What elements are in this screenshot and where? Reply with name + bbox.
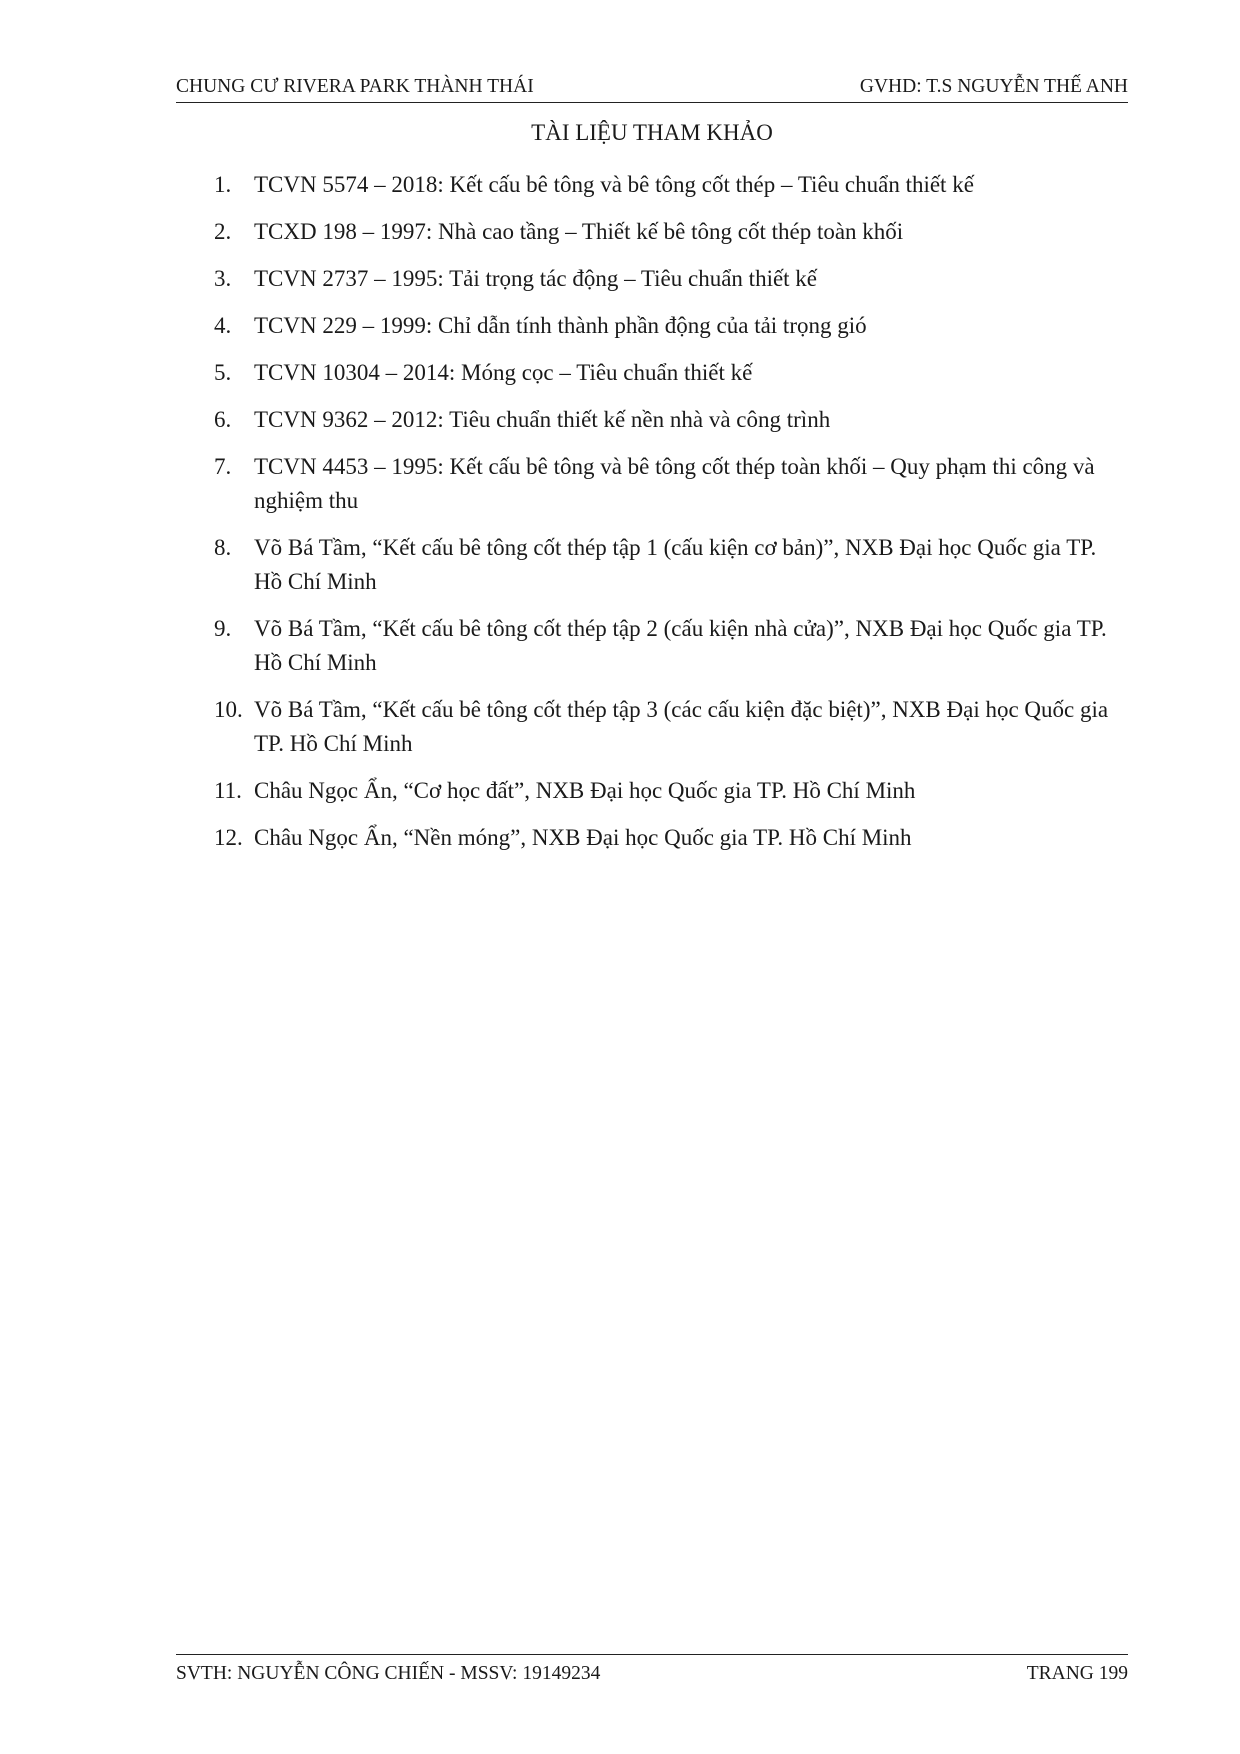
reference-item (214, 309, 1114, 343)
reference-number: 4. (214, 313, 232, 338)
reference-text: TCVN 10304 – 2014: Móng cọc – Tiêu chuẩn thiết kế (254, 360, 753, 385)
reference-number: 3. (214, 266, 232, 291)
reference-text: Võ Bá Tầm, “Kết cấu bê tông cốt thép tập 2 (cấu kiện nhà cửa)”, NXB Đại học Quốc gia TP. Hồ Chí Minh (254, 616, 1107, 675)
reference-item (214, 262, 1114, 296)
reference-item (214, 531, 1114, 599)
reference-text: TCVN 4453 – 1995: Kết cấu bê tông và bê tông cốt thép toàn khối – Quy phạm thi công và nghiệm thu (254, 454, 1095, 513)
reference-number: 10. (214, 697, 243, 722)
reference-number: 11. (214, 778, 242, 803)
reference-item (214, 356, 1114, 390)
page-title: TÀI LIỆU THAM KHẢO (531, 120, 773, 145)
reference-item (214, 403, 1114, 437)
reference-text: Châu Ngọc Ẩn, “Cơ học đất”, NXB Đại học Quốc gia TP. Hồ Chí Minh (254, 778, 916, 803)
reference-text: TCXD 198 – 1997: Nhà cao tầng – Thiết kế bê tông cốt thép toàn khối (254, 219, 904, 244)
reference-item (214, 168, 1114, 202)
footer-student-info: SVTH: NGUYỄN CÔNG CHIẾN - MSSV: 19149234 (176, 1663, 601, 1684)
reference-item (214, 774, 1114, 808)
reference-number: 5. (214, 360, 232, 385)
reference-number: 12. (214, 825, 243, 850)
reference-text: Châu Ngọc Ẩn, “Nền móng”, NXB Đại học Quốc gia TP. Hồ Chí Minh (254, 825, 912, 850)
header-project-title: CHUNG CƯ RIVERA PARK THÀNH THÁI (176, 76, 534, 97)
header-advisor: GVHD: T.S NGUYỄN THẾ ANH (859, 76, 1128, 97)
reference-number: 2. (214, 219, 232, 244)
reference-item (214, 215, 1114, 249)
footer-page-number: TRANG 199 (1026, 1663, 1128, 1684)
page-header (176, 74, 1128, 103)
reference-text: TCVN 2737 – 1995: Tải trọng tác động – Tiêu chuẩn thiết kế (254, 266, 818, 291)
reference-number: 9. (214, 616, 232, 641)
reference-item (214, 821, 1114, 855)
reference-number: 8. (214, 535, 232, 560)
reference-text: Võ Bá Tầm, “Kết cấu bê tông cốt thép tập 3 (các cấu kiện đặc biệt)”, NXB Đại học Quốc gia TP. Hồ Chí Minh (254, 697, 1109, 756)
reference-text: Võ Bá Tầm, “Kết cấu bê tông cốt thép tập 1 (cấu kiện cơ bản)”, NXB Đại học Quốc gia TP. Hồ Chí Minh (254, 535, 1097, 594)
reference-number: 7. (214, 454, 232, 479)
reference-number: 6. (214, 407, 232, 432)
reference-text: TCVN 229 – 1999: Chỉ dẫn tính thành phần động của tải trọng gió (254, 313, 867, 338)
page-footer (176, 1654, 1128, 1689)
reference-item (214, 450, 1114, 518)
reference-item (214, 612, 1114, 680)
reference-text: TCVN 9362 – 2012: Tiêu chuẩn thiết kế nền nhà và công trình (254, 407, 831, 432)
reference-text: TCVN 5574 – 2018: Kết cấu bê tông và bê tông cốt thép – Tiêu chuẩn thiết kế (254, 172, 974, 197)
reference-list (214, 168, 1114, 868)
reference-item (214, 693, 1114, 761)
reference-number: 1. (214, 172, 232, 197)
